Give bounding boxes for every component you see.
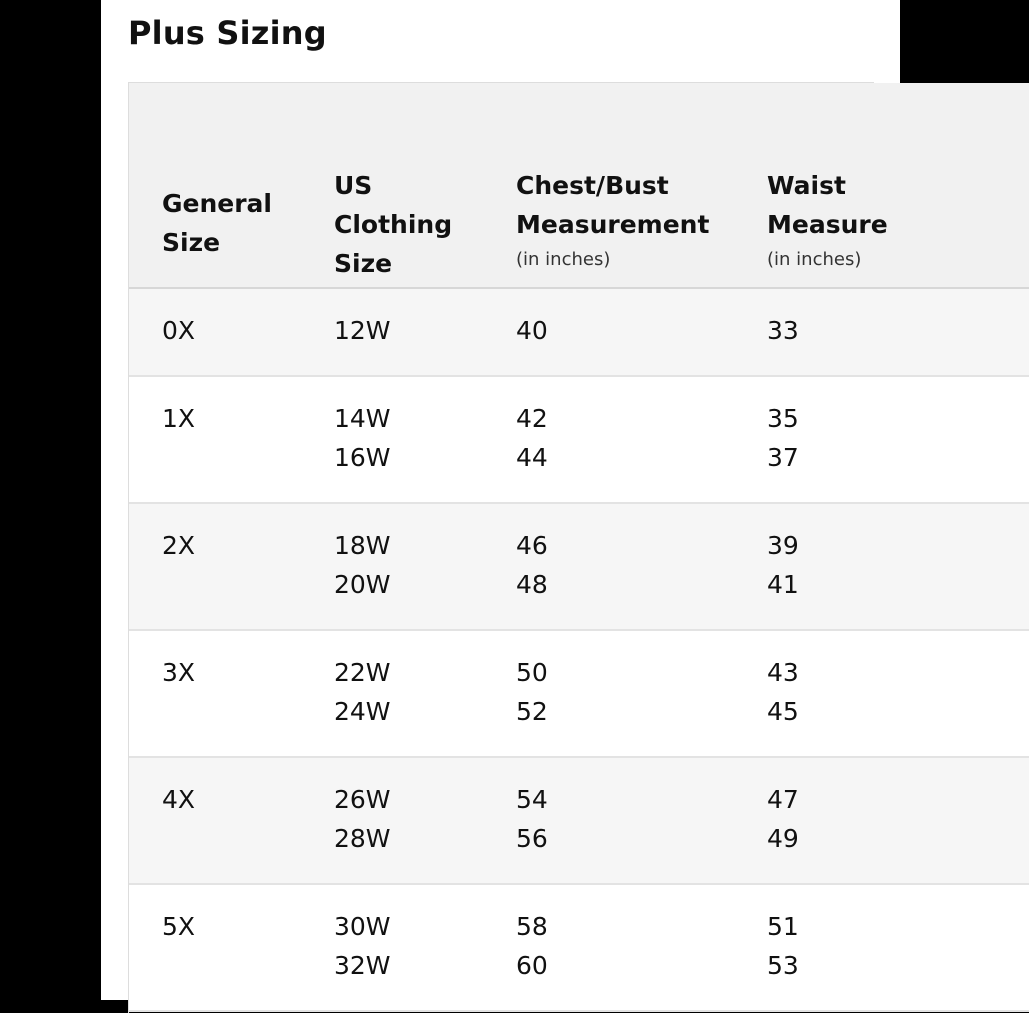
cell-waist: 33	[767, 316, 799, 345]
header-waist-label: Waist Measure	[767, 171, 888, 239]
cell-chest: 50 52	[516, 658, 548, 726]
page-title: Plus Sizing	[128, 14, 327, 52]
cell-chest: 42 44	[516, 404, 548, 472]
cell-waist: 39 41	[767, 531, 799, 599]
cell-us-size: 12W	[334, 316, 391, 345]
cell-general-size: 4X	[162, 785, 196, 814]
cell-waist: 35 37	[767, 404, 799, 472]
cell-us-size: 14W 16W	[334, 404, 391, 472]
size-chart-panel	[101, 0, 900, 1000]
cell-chest: 58 60	[516, 912, 548, 980]
cell-us-size: 22W 24W	[334, 658, 391, 726]
table-row	[129, 377, 1029, 504]
header-us-clothing-size	[334, 127, 452, 283]
header-general-size-label: General Size	[162, 189, 272, 257]
table-row	[129, 631, 1029, 758]
cell-general-size: 2X	[162, 531, 196, 560]
table-header-row	[129, 83, 1029, 289]
cell-us-size: 26W 28W	[334, 785, 391, 853]
header-waist	[767, 127, 888, 311]
cell-us-size: 18W 20W	[334, 531, 391, 599]
header-general-size	[162, 145, 272, 262]
cell-chest: 54 56	[516, 785, 548, 853]
size-table	[128, 82, 888, 1013]
cell-general-size: 5X	[162, 912, 196, 941]
cell-general-size: 1X	[162, 404, 196, 433]
cell-us-size: 30W 32W	[334, 912, 391, 980]
table-row	[129, 504, 1029, 631]
cell-general-size: 0X	[162, 316, 196, 345]
cell-waist: 43 45	[767, 658, 799, 726]
table-row	[129, 758, 1029, 885]
cell-chest: 40	[516, 316, 548, 345]
header-waist-unit: (in inches)	[767, 249, 862, 270]
header-chest-bust-label: Chest/Bust Measurement	[516, 171, 710, 239]
header-chest-bust-unit: (in inches)	[516, 249, 611, 270]
header-us-clothing-size-label: US Clothing Size	[334, 171, 453, 278]
table-row	[129, 885, 1029, 1012]
cell-chest: 46 48	[516, 531, 548, 599]
table-row	[129, 289, 1029, 377]
header-chest-bust	[516, 127, 709, 311]
cell-waist: 47 49	[767, 785, 799, 853]
cell-general-size: 3X	[162, 658, 196, 687]
cell-waist: 51 53	[767, 912, 799, 980]
